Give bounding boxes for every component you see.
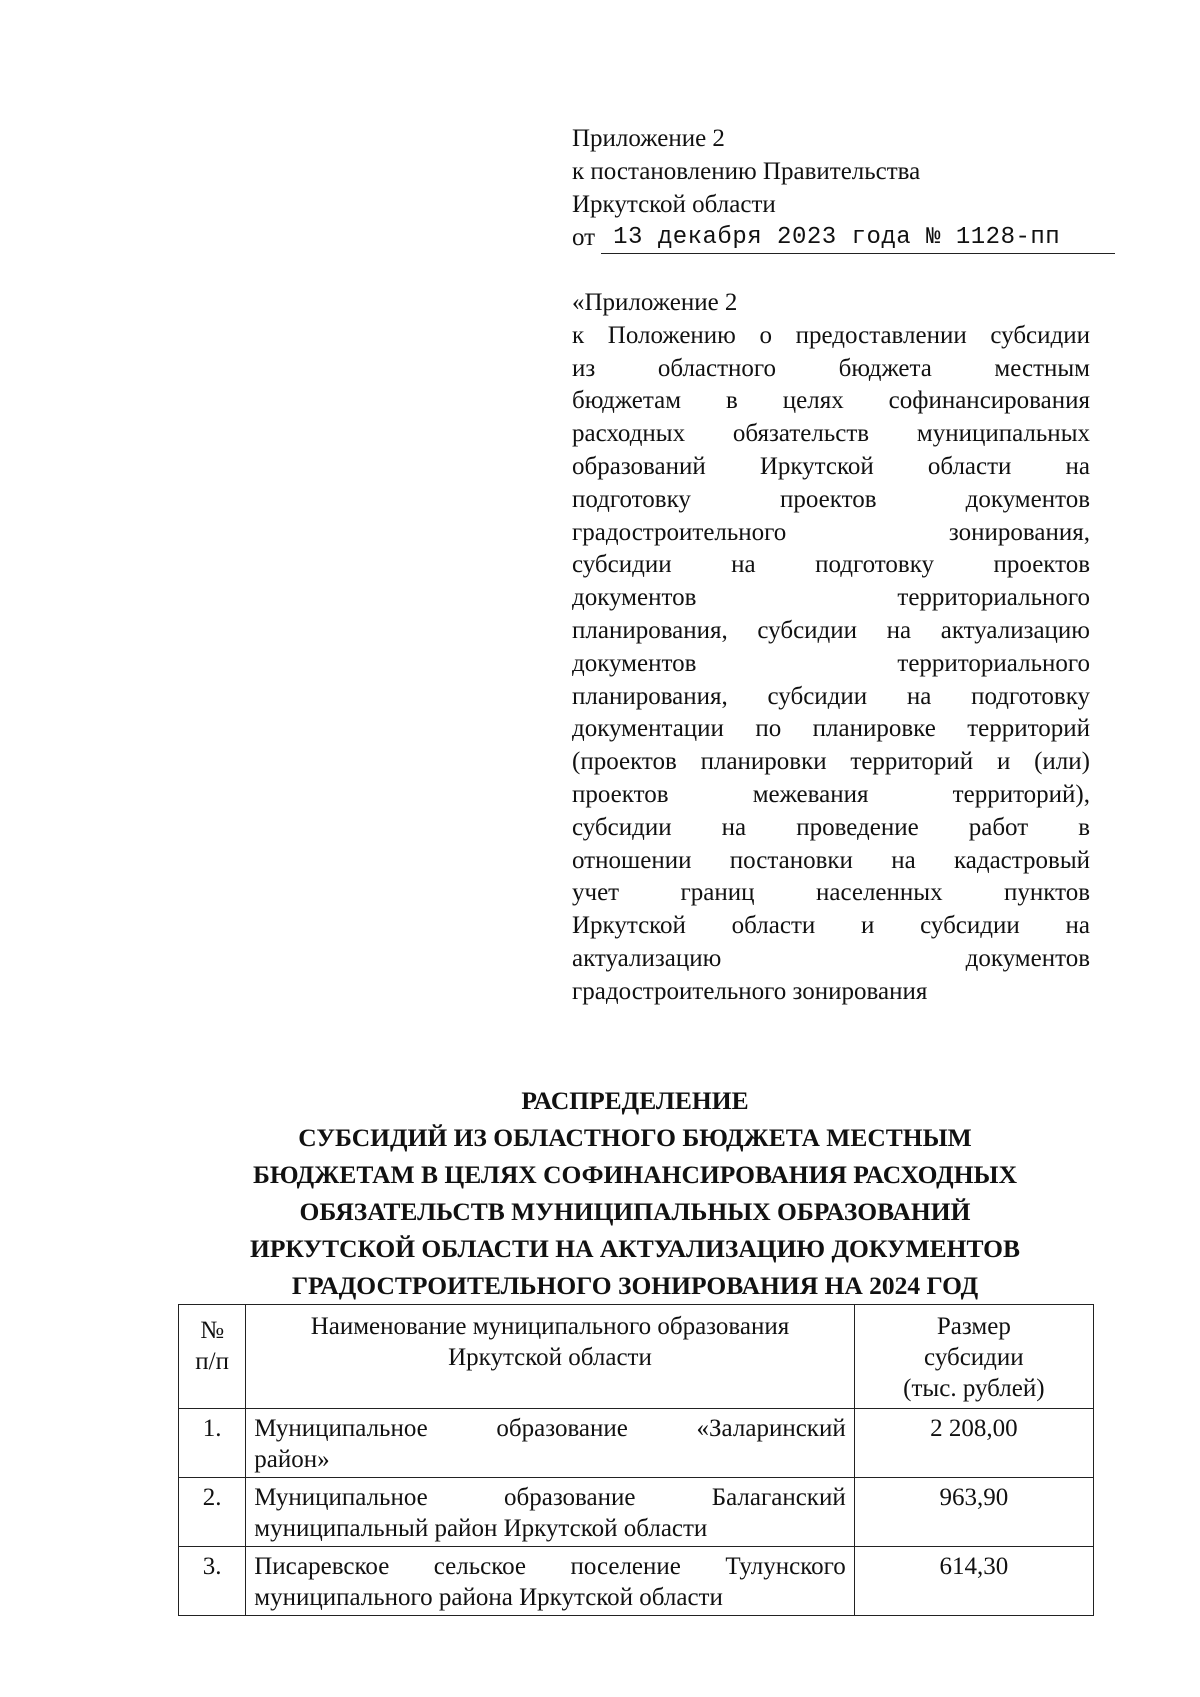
regulation-line: Иркутской области и субсидии на: [572, 912, 1090, 940]
title-line: СУБСИДИЙ ИЗ ОБЛАСТНОГО БЮДЖЕТА МЕСТНЫМ: [298, 1123, 972, 1152]
row-name: [246, 1547, 854, 1616]
regulation-line: к Положению о предоставлении субсидии: [572, 321, 1090, 349]
regulation-line: градостроительного зонирования,: [572, 518, 1090, 546]
table-row: [179, 1478, 1094, 1547]
header-number-line: №: [200, 1317, 225, 1344]
row-name-line: муниципальный район Иркутской области: [254, 1515, 708, 1542]
regulation-appendix-block: [572, 287, 1090, 1009]
regulation-line: расходных обязательств муниципальных: [572, 420, 1090, 448]
header-name-line: Иркутской области: [448, 1344, 652, 1371]
header-amount-line: (тыс. рублей): [903, 1375, 1045, 1402]
row-name: [246, 1478, 854, 1547]
appendix-reference: к постановлению Правительства: [572, 158, 921, 185]
title-line: РАСПРЕДЕЛЕНИЕ: [521, 1086, 749, 1115]
appendix-header: [572, 122, 1092, 254]
header-amount: [854, 1305, 1093, 1409]
regulation-line: планирования, субсидии на подготовку: [572, 682, 1090, 710]
header-name: [246, 1305, 854, 1409]
regulation-line: планирования, субсидии на актуализацию: [572, 616, 1090, 644]
row-name: [246, 1409, 854, 1478]
regulation-line: образований Иркутской области на: [572, 452, 1090, 480]
regulation-line: субсидии на подготовку проектов: [572, 551, 1090, 579]
table-header-row: [179, 1305, 1094, 1409]
header-amount-line: Размер: [936, 1313, 1011, 1340]
table-row: [179, 1547, 1094, 1616]
regulation-appendix-title: «Приложение 2: [572, 289, 738, 316]
row-amount: 963,90: [854, 1478, 1093, 1547]
table-row: [179, 1409, 1094, 1478]
regulation-line: (проектов планировки территорий и (или): [572, 748, 1090, 776]
row-name-line: Муниципальное образование «Заларинский: [254, 1415, 846, 1442]
regulation-line: документов территориального: [572, 584, 1090, 612]
row-amount: 2 208,00: [854, 1409, 1093, 1478]
regulation-line-last: градостроительного зонирования: [572, 977, 928, 1005]
row-name-line: муниципального района Иркутской области: [254, 1584, 723, 1611]
row-name-line: Муниципальное образование Балаганский: [254, 1484, 846, 1511]
title-line: ОБЯЗАТЕЛЬСТВ МУНИЦИПАЛЬНЫХ ОБРАЗОВАНИЙ: [299, 1197, 971, 1226]
row-amount: 614,30: [854, 1547, 1093, 1616]
header-amount-line: субсидии: [924, 1344, 1024, 1371]
regulation-line: актуализацию документов: [572, 944, 1090, 972]
title-line: ИРКУТСКОЙ ОБЛАСТИ НА АКТУАЛИЗАЦИЮ ДОКУМЕНТОВ: [249, 1234, 1021, 1263]
regulation-line: учет границ населенных пунктов: [572, 879, 1090, 907]
regulation-line: бюджетам в целях софинансирования: [572, 387, 1090, 415]
subsidy-table: [178, 1304, 1094, 1616]
regulation-line: проектов межевания территорий),: [572, 780, 1090, 808]
title-line: ГРАДОСТРОИТЕЛЬНОГО ЗОНИРОВАНИЯ НА 2024 ГОД: [291, 1271, 979, 1300]
regulation-line: документов территориального: [572, 649, 1090, 677]
regulation-line: документации по планировке территорий: [572, 715, 1090, 743]
header-number: [179, 1305, 246, 1409]
regulation-line: субсидии на проведение работ в: [572, 813, 1090, 841]
date-field: 13 декабря 2023 года № 1128-пп: [601, 223, 1115, 254]
appendix-region: Иркутской области: [572, 191, 776, 218]
title-line: БЮДЖЕТАМ В ЦЕЛЯХ СОФИНАНСИРОВАНИЯ РАСХОДНЫХ: [252, 1160, 1018, 1189]
regulation-line: подготовку проектов документов: [572, 485, 1090, 513]
document-title: [180, 1082, 1090, 1304]
appendix-number: Приложение 2: [572, 125, 725, 152]
row-name-line: район»: [254, 1446, 330, 1473]
date-prefix: от: [572, 224, 596, 251]
row-number: 3.: [179, 1547, 246, 1616]
row-name-line: Писаревское сельское поселение Тулунского: [254, 1553, 846, 1580]
regulation-line: из областного бюджета местным: [572, 354, 1090, 382]
row-number: 2.: [179, 1478, 246, 1547]
row-number: 1.: [179, 1409, 246, 1478]
header-name-line: Наименование муниципального образования: [310, 1313, 790, 1340]
appendix-date-line: [572, 221, 1092, 254]
regulation-line: отношении постановки на кадастровый: [572, 846, 1090, 874]
header-number-line: п/п: [195, 1348, 229, 1375]
